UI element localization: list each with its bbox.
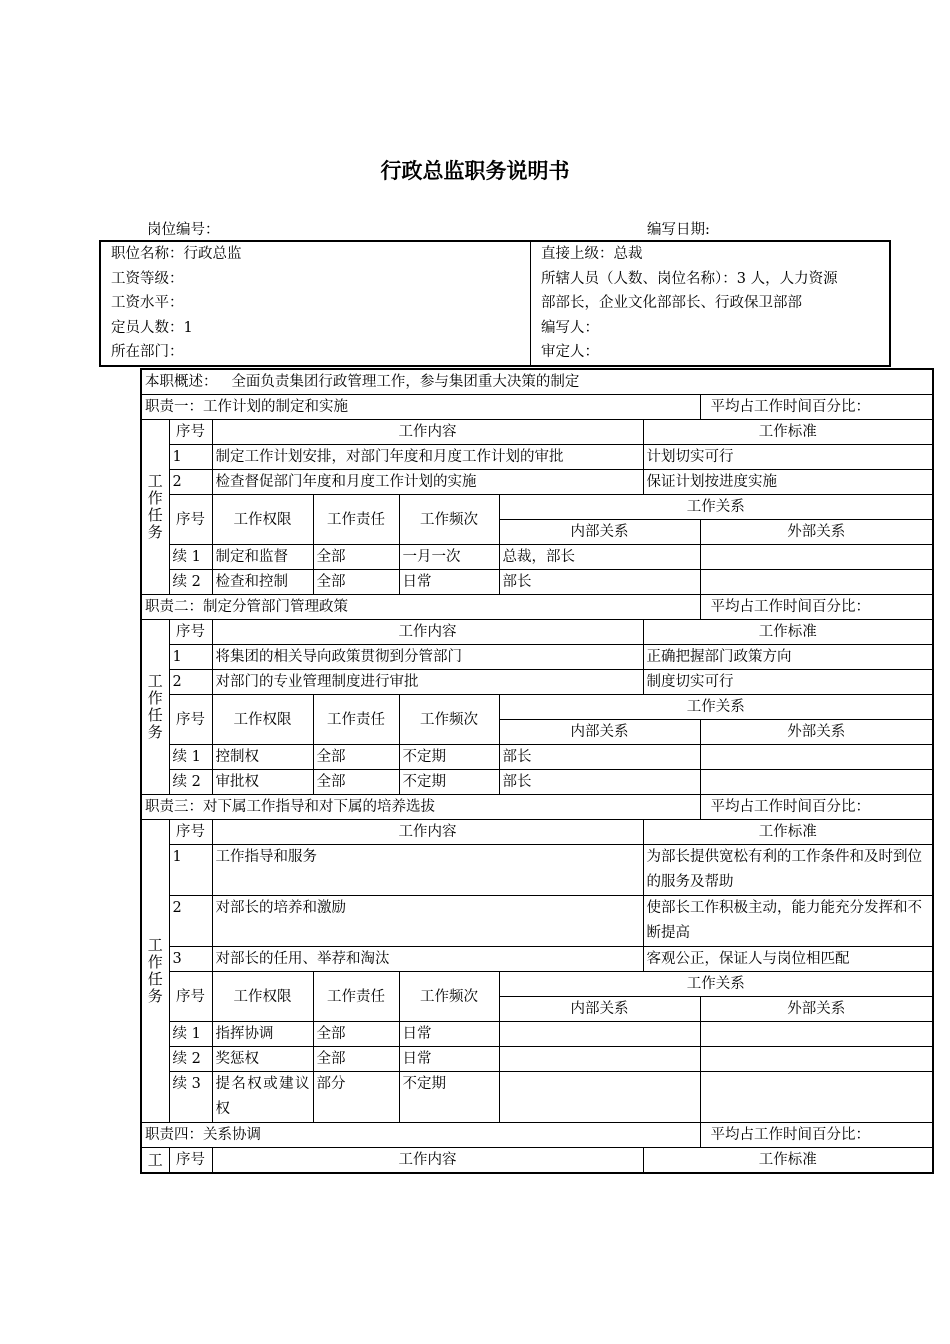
internal-header: 内部关系 — [499, 720, 700, 745]
task-standard: 使部长工作积极主动，能力能充分发挥和不断提高 — [643, 896, 933, 947]
table-row — [141, 1047, 933, 1072]
task-seq: 2 — [169, 896, 212, 947]
table-row — [141, 947, 933, 972]
time-percent-label: 平均占工作时间百分比： — [700, 595, 933, 620]
seq-header: 序号 — [169, 420, 212, 445]
table-row — [141, 845, 933, 896]
authority-header: 工作权限 — [212, 972, 313, 1022]
row-seq: 续 2 — [169, 770, 212, 795]
responsibility-header: 工作责任 — [313, 495, 399, 545]
duties-table — [140, 368, 934, 1174]
relation-header: 工作关系 — [499, 495, 933, 520]
row-seq: 续 1 — [169, 545, 212, 570]
task-vertical-label: 工作任务 — [141, 820, 169, 1123]
row-responsibility: 全部 — [313, 745, 399, 770]
position-code-label: 岗位编号： — [147, 222, 220, 238]
table-row — [141, 745, 933, 770]
salary-grade: 工资等级： — [111, 270, 184, 287]
basic-info-left — [100, 241, 531, 366]
overview-cell: 本职概述： 全面负责集团行政管理工作，参与集团重大决策的制定 — [141, 369, 933, 395]
task-standard: 正确把握部门政策方向 — [643, 645, 933, 670]
standard-header: 工作标准 — [643, 1148, 933, 1174]
row-responsibility: 全部 — [313, 545, 399, 570]
task-content: 检查督促部门年度和月度工作计划的实施 — [212, 470, 643, 495]
seq-header: 序号 — [169, 972, 212, 1022]
relation-header: 工作关系 — [499, 972, 933, 997]
table-row — [141, 470, 933, 495]
position-name: 职位名称：行政总监 — [111, 246, 242, 262]
row-seq: 续 1 — [169, 745, 212, 770]
content-header: 工作内容 — [212, 1148, 643, 1174]
task-content: 制定工作计划安排，对部门年度和月度工作计划的审批 — [212, 445, 643, 470]
internal-header: 内部关系 — [499, 997, 700, 1022]
seq-header: 序号 — [169, 820, 212, 845]
row-responsibility: 全部 — [313, 770, 399, 795]
table-row — [141, 570, 933, 595]
row-external — [700, 1047, 933, 1072]
seq-header: 序号 — [169, 495, 212, 545]
row-internal: 部长 — [499, 745, 700, 770]
responsibility-header: 工作责任 — [313, 695, 399, 745]
row-seq: 续 2 — [169, 570, 212, 595]
time-percent-label: 平均占工作时间百分比： — [700, 795, 933, 820]
row-frequency: 一月一次 — [399, 545, 499, 570]
subordinates-line-2: 部部长，企业文化部部长、行政保卫部部 — [541, 295, 802, 312]
row-authority: 审批权 — [212, 770, 313, 795]
frequency-header: 工作频次 — [399, 695, 499, 745]
standard-header: 工作标准 — [643, 820, 933, 845]
document-title: 行政总监职务说明书 — [380, 159, 570, 183]
authority-header: 工作权限 — [212, 695, 313, 745]
task-seq: 1 — [169, 845, 212, 896]
task-content: 工作指导和服务 — [212, 845, 643, 896]
table-row — [141, 770, 933, 795]
department: 所在部门： — [111, 344, 184, 361]
table-row — [141, 670, 933, 695]
salary-level: 工资水平： — [111, 295, 184, 312]
duty-title-row — [141, 595, 933, 620]
row-internal — [499, 1022, 700, 1047]
task-seq: 2 — [169, 670, 212, 695]
row-frequency: 不定期 — [399, 770, 499, 795]
task-seq: 2 — [169, 470, 212, 495]
external-header: 外部关系 — [700, 997, 933, 1022]
duty-title: 职责四：关系协调 — [141, 1123, 700, 1148]
external-header: 外部关系 — [700, 520, 933, 545]
standard-header: 工作标准 — [643, 620, 933, 645]
row-responsibility: 全部 — [313, 1047, 399, 1072]
overview-row — [141, 369, 933, 395]
duty-title-row — [141, 1123, 933, 1148]
row-external — [700, 570, 933, 595]
task-vertical-label: 工作任务 — [141, 620, 169, 795]
row-internal: 部长 — [499, 770, 700, 795]
row-frequency: 日常 — [399, 570, 499, 595]
row-frequency: 不定期 — [399, 1072, 499, 1123]
row-external — [700, 770, 933, 795]
direct-superior: 直接上级：总裁 — [541, 246, 643, 262]
row-external — [700, 1022, 933, 1047]
row-external — [700, 745, 933, 770]
time-percent-label: 平均占工作时间百分比： — [700, 395, 933, 420]
row-seq: 续 3 — [169, 1072, 212, 1123]
row-responsibility: 全部 — [313, 1022, 399, 1047]
seq-header: 序号 — [169, 1148, 212, 1174]
relation-header: 工作关系 — [499, 695, 933, 720]
duty-title: 职责一：工作计划的制定和实施 — [141, 395, 700, 420]
approver: 审定人： — [541, 344, 599, 361]
subordinates-line-1: 所辖人员（人数、岗位名称）：3 人，人力资源 — [541, 270, 838, 287]
row-authority: 制定和监督 — [212, 545, 313, 570]
row-authority: 检查和控制 — [212, 570, 313, 595]
table-row — [141, 1072, 933, 1123]
table-row — [141, 545, 933, 570]
task-vertical-label: 工 — [141, 1148, 169, 1174]
task-seq: 1 — [169, 645, 212, 670]
row-seq: 续 1 — [169, 1022, 212, 1047]
author: 编写人： — [541, 319, 599, 336]
row-responsibility: 部分 — [313, 1072, 399, 1123]
row-external — [700, 545, 933, 570]
table-row — [141, 445, 933, 470]
frequency-header: 工作频次 — [399, 972, 499, 1022]
row-authority: 指挥协调 — [212, 1022, 313, 1047]
internal-header: 内部关系 — [499, 520, 700, 545]
row-frequency: 日常 — [399, 1022, 499, 1047]
row-frequency: 日常 — [399, 1047, 499, 1072]
task-standard: 保证计划按进度实施 — [643, 470, 933, 495]
headcount: 定员人数：1 — [111, 319, 193, 336]
content-header: 工作内容 — [212, 620, 643, 645]
authority-header: 工作权限 — [212, 495, 313, 545]
standard-header: 工作标准 — [643, 420, 933, 445]
row-internal: 部长 — [499, 570, 700, 595]
row-authority: 提名权或建议权 — [212, 1072, 313, 1123]
duty-title: 职责三：对下属工作指导和对下属的培养选拔 — [141, 795, 700, 820]
write-date-label: 编写日期: — [647, 222, 710, 238]
table-row — [141, 645, 933, 670]
row-authority: 控制权 — [212, 745, 313, 770]
task-content: 将集团的相关导向政策贯彻到分管部门 — [212, 645, 643, 670]
table-row — [141, 896, 933, 947]
external-header: 外部关系 — [700, 720, 933, 745]
duty-title-row — [141, 395, 933, 420]
table-row — [141, 1022, 933, 1047]
row-external — [700, 1072, 933, 1123]
seq-header: 序号 — [169, 620, 212, 645]
task-seq: 3 — [169, 947, 212, 972]
row-frequency: 不定期 — [399, 745, 499, 770]
row-authority: 奖惩权 — [212, 1047, 313, 1072]
responsibility-header: 工作责任 — [313, 972, 399, 1022]
row-internal — [499, 1072, 700, 1123]
row-seq: 续 2 — [169, 1047, 212, 1072]
task-seq: 1 — [169, 445, 212, 470]
frequency-header: 工作频次 — [399, 495, 499, 545]
task-vertical-label: 工作任务 — [141, 420, 169, 595]
task-standard: 客观公正，保证人与岗位相匹配 — [643, 947, 933, 972]
content-header: 工作内容 — [212, 820, 643, 845]
seq-header: 序号 — [169, 695, 212, 745]
task-standard: 计划切实可行 — [643, 445, 933, 470]
row-internal: 总裁，部长 — [499, 545, 700, 570]
task-standard: 制度切实可行 — [643, 670, 933, 695]
time-percent-label: 平均占工作时间百分比： — [700, 1123, 933, 1148]
basic-info-right — [531, 241, 891, 366]
task-content: 对部门的专业管理制度进行审批 — [212, 670, 643, 695]
duty-title-row — [141, 795, 933, 820]
task-content: 对部长的培养和激励 — [212, 896, 643, 947]
content-header: 工作内容 — [212, 420, 643, 445]
duty-title: 职责二：制定分管部门管理政策 — [141, 595, 700, 620]
task-content: 对部长的任用、举荐和淘汰 — [212, 947, 643, 972]
basic-info-table — [99, 240, 891, 367]
row-responsibility: 全部 — [313, 570, 399, 595]
task-standard: 为部长提供宽松有利的工作条件和及时到位的服务及帮助 — [643, 845, 933, 896]
row-internal — [499, 1047, 700, 1072]
